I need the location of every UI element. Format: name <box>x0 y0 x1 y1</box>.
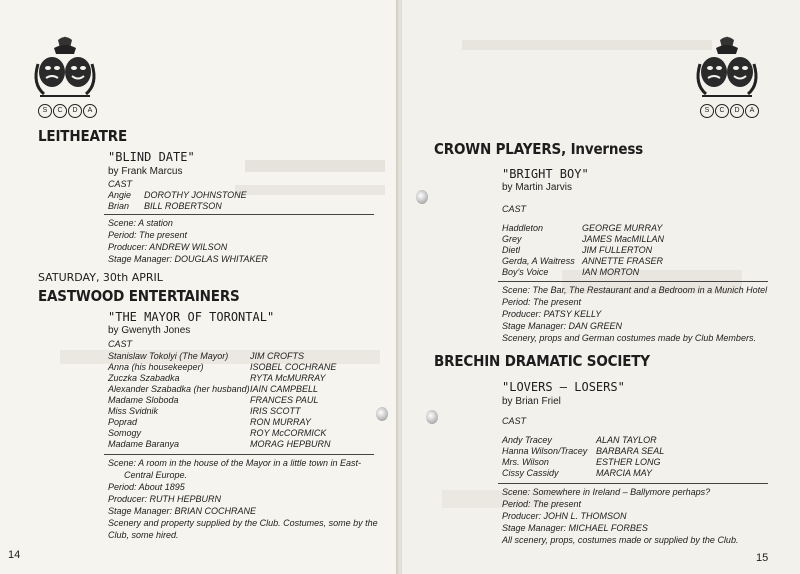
cast-actor: ALAN TAYLOR <box>596 435 657 445</box>
production-notes: Scenery, props and German costumes made by Club Members. <box>502 333 756 343</box>
cast-label: CAST <box>502 416 527 426</box>
stage-manager: Stage Manager: BRIAN COCHRANE <box>108 506 257 516</box>
divider <box>104 454 374 455</box>
left-page <box>0 0 398 574</box>
cast-role: Hanna Wilson/Tracey <box>502 446 588 456</box>
scene-continued: Central Europe. <box>124 470 188 480</box>
binder-hole <box>426 410 438 424</box>
cast-actor: DOROTHY JOHNSTONE <box>144 190 247 200</box>
ghost-print <box>235 185 385 195</box>
period: Period: The present <box>108 230 188 240</box>
cast-actor: ISOBEL COCHRANE <box>250 362 337 372</box>
cast-actor: BILL ROBERTSON <box>144 201 222 211</box>
ghost-print <box>462 40 712 50</box>
cast-label: CAST <box>108 179 133 189</box>
cast-actor: MARCIA MAY <box>596 468 653 478</box>
ghost-print <box>245 160 385 172</box>
logo-letter: A <box>745 104 759 118</box>
stage-manager: Stage Manager: MICHAEL FORBES <box>502 523 648 533</box>
page-number: 14 <box>8 549 21 561</box>
cast-actor: MORAG HEPBURN <box>250 439 331 449</box>
cast-actor: JIM CROFTS <box>250 351 304 361</box>
stage-manager: Stage Manager: DOUGLAS WHITAKER <box>108 254 268 264</box>
scene: Scene: A room in the house of the Mayor in a little town in East- <box>108 458 361 468</box>
scda-logo-icon <box>30 34 100 114</box>
page-number: 15 <box>756 552 769 564</box>
cast-role: Madame Baranya <box>108 439 180 449</box>
group-name: CROWN PLAYERS, Inverness <box>434 140 644 158</box>
cast-actor: ANNETTE FRASER <box>582 256 664 266</box>
cast-role: Andy Tracey <box>502 435 552 445</box>
production-notes: All scenery, props, costumes made or supplied by the Club. <box>502 535 739 545</box>
cast-role: Grey <box>502 234 522 244</box>
logo-letters <box>700 104 760 116</box>
logo-letter: D <box>68 104 82 118</box>
production-notes: Scenery and property supplied by the Club. Costumes, some by the <box>108 518 378 528</box>
cast-role: Madame Sloboda <box>108 395 179 405</box>
cast-role: Angie <box>108 190 132 200</box>
scene: Scene: Somewhere in Ireland – Ballymore perhaps? <box>502 487 711 497</box>
cast-actor: ESTHER LONG <box>596 457 661 467</box>
cast-actor: IAN MORTON <box>582 267 640 277</box>
cast-role: Somogy <box>108 428 142 438</box>
cast-role: Anna (his housekeeper) <box>108 362 204 372</box>
logo-letter: A <box>83 104 97 118</box>
logo-letters <box>38 104 98 116</box>
play-author: by Martin Jarvis <box>502 182 573 193</box>
cast-actor: JAMES MacMILLAN <box>582 234 665 244</box>
cast-role: Poprad <box>108 417 138 427</box>
logo-letter: D <box>730 104 744 118</box>
cast-actor: IRIS SCOTT <box>250 406 301 416</box>
cast-role: Mrs. Wilson <box>502 457 549 467</box>
cast-role: Alexander Szabadka (her husband) <box>108 384 250 394</box>
cast-role: Zuczka Szabadka <box>108 373 180 383</box>
divider <box>498 483 768 484</box>
cast-label: CAST <box>502 204 527 214</box>
period: Period: The present <box>502 297 582 307</box>
cast-actor: JIM FULLERTON <box>582 245 653 255</box>
producer: Producer: RUTH HEPBURN <box>108 494 222 504</box>
producer: Producer: PATSY KELLY <box>502 309 602 319</box>
play-author: by Gwenyth Jones <box>108 325 191 336</box>
play-title: "THE MAYOR OF TORONTAL" <box>108 310 275 324</box>
producer: Producer: ANDREW WILSON <box>108 242 228 252</box>
cast-role: Miss Svidnik <box>108 406 159 416</box>
cast-role: Stanislaw Tokolyi (The Mayor) <box>108 351 229 361</box>
cast-actor: GEORGE MURRAY <box>582 223 663 233</box>
divider <box>104 214 374 215</box>
play-title: "LOVERS – LOSERS" <box>502 380 625 394</box>
cast-actor: IAIN CAMPBELL <box>250 384 319 394</box>
cast-role: Boy's Voice <box>502 267 549 277</box>
cast-role: Gerda, A Waitress <box>502 256 575 266</box>
right-page <box>402 0 800 574</box>
cast-role: Cissy Cassidy <box>502 468 559 478</box>
play-author: by Brian Friel <box>502 396 561 407</box>
binder-hole <box>416 190 428 204</box>
cast-role: Dietl <box>502 245 521 255</box>
date-heading: SATURDAY, 30th APRIL <box>38 271 163 284</box>
scene: Scene: A station <box>108 218 173 228</box>
binder-hole <box>376 407 388 421</box>
period: Period: About 1895 <box>108 482 185 492</box>
divider <box>498 281 768 282</box>
logo-letter: C <box>53 104 67 118</box>
logo-letter: S <box>38 104 52 118</box>
cast-actor: RON MURRAY <box>250 417 311 427</box>
cast-role: Brian <box>108 201 130 211</box>
cast-actor: FRANCES PAUL <box>250 395 319 405</box>
production-notes-continued: Club, some hired. <box>108 530 179 540</box>
play-title: "BRIGHT BOY" <box>502 167 589 181</box>
play-author: by Frank Marcus <box>108 166 183 177</box>
group-name: LEITHEATRE <box>38 127 128 145</box>
group-name: EASTWOOD ENTERTAINERS <box>38 287 240 305</box>
group-name: BRECHIN DRAMATIC SOCIETY <box>434 352 650 370</box>
cast-actor: RYTA McMURRAY <box>250 373 326 383</box>
cast-actor: ROY McCORMICK <box>250 428 327 438</box>
scene: Scene: The Bar, The Restaurant and a Bedroom in a Munich Hotel <box>502 285 768 295</box>
logo-letter: C <box>715 104 729 118</box>
stage-manager: Stage Manager: DAN GREEN <box>502 321 623 331</box>
play-title: "BLIND DATE" <box>108 150 195 164</box>
period: Period: The present <box>502 499 582 509</box>
cast-actor: BARBARA SEAL <box>596 446 665 456</box>
cast-role: Haddleton <box>502 223 544 233</box>
cast-label: CAST <box>108 339 133 349</box>
producer: Producer: JOHN L. THOMSON <box>502 511 627 521</box>
logo-letter: S <box>700 104 714 118</box>
scda-logo-icon <box>692 34 762 114</box>
